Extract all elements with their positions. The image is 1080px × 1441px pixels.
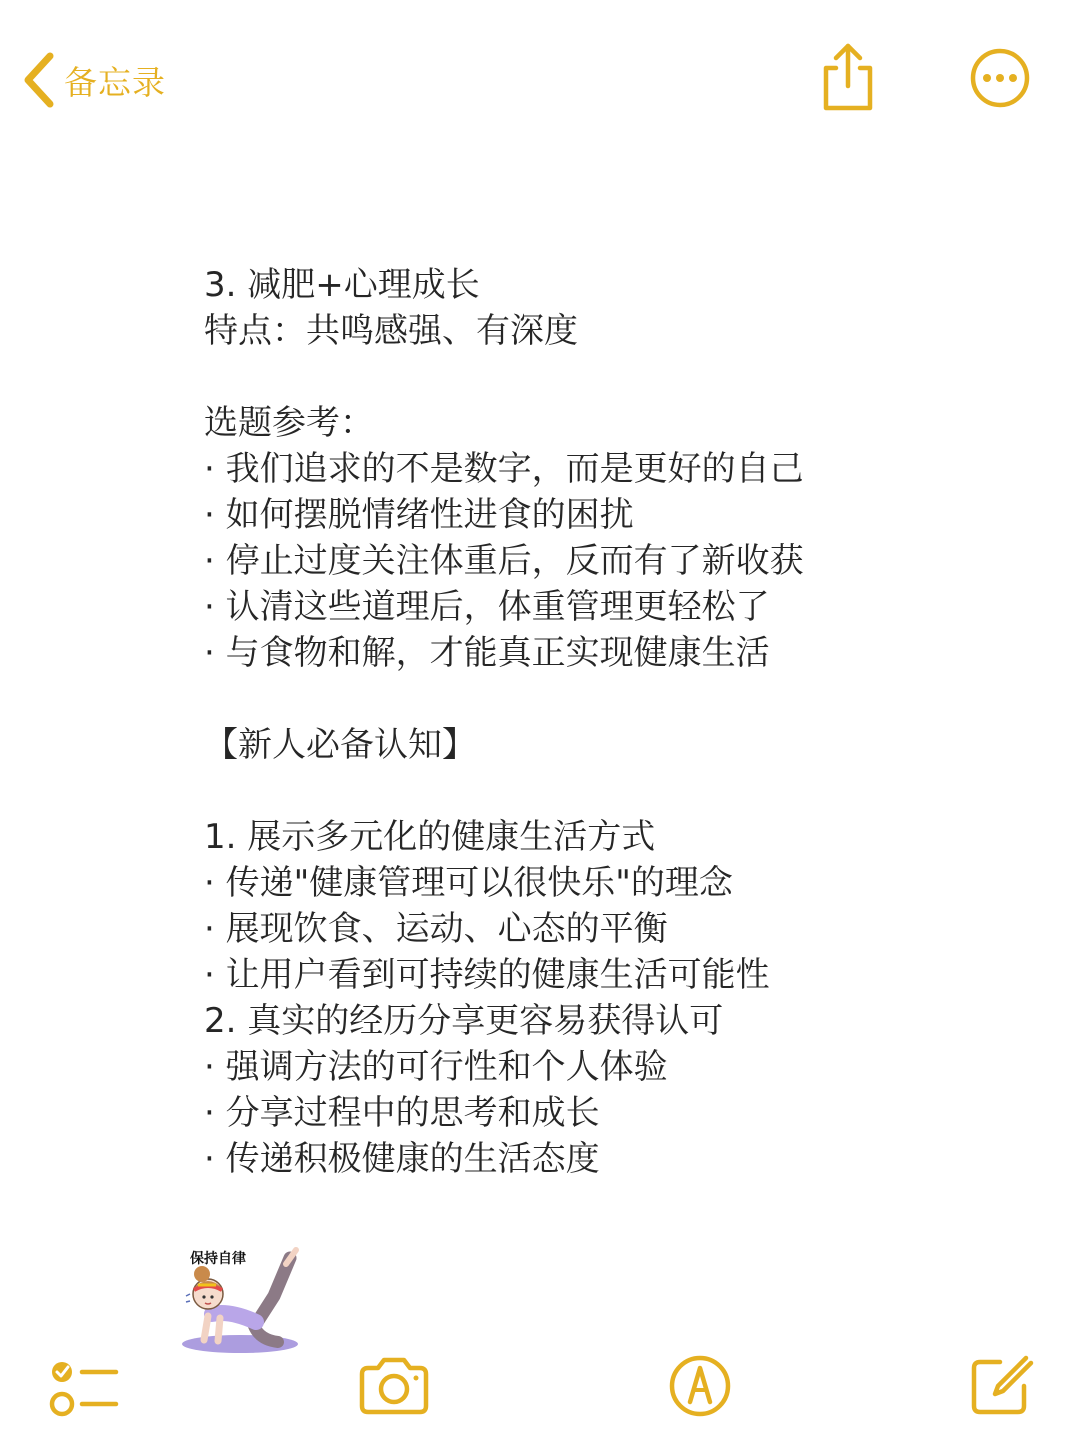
- camera-button[interactable]: [356, 1354, 432, 1418]
- note-line: [204, 768, 1024, 814]
- more-options-button[interactable]: [968, 46, 1032, 110]
- note-line: · 传递"健康管理可以很快乐"的理念: [204, 863, 733, 903]
- compose-button[interactable]: [968, 1352, 1034, 1418]
- note-line: · 与食物和解，才能真正实现健康生活: [204, 633, 770, 673]
- markup-pen-icon: [668, 1354, 732, 1418]
- note-line: · 展现饮食、运动、心态的平衡: [204, 909, 668, 949]
- note-line: [204, 354, 1024, 400]
- compose-icon: [968, 1352, 1034, 1418]
- more-options-icon: [968, 46, 1032, 110]
- markup-button[interactable]: [668, 1354, 732, 1418]
- note-line: · 停止过度关注体重后，反而有了新收获: [204, 541, 804, 581]
- back-button[interactable]: [22, 48, 166, 112]
- note-line: · 我们追求的不是数字，而是更好的自己: [204, 449, 804, 489]
- note-line: · 强调方法的可行性和个人体验: [204, 1047, 668, 1087]
- note-line: · 传递积极健康的生活态度: [204, 1139, 600, 1179]
- note-line: · 让用户看到可持续的健康生活可能性: [204, 955, 770, 995]
- note-line: 特点：共鸣感强、有深度: [204, 311, 578, 351]
- chevron-left-icon: [22, 52, 56, 108]
- sticker-caption: 保持自律: [190, 1251, 246, 1267]
- camera-icon: [356, 1354, 432, 1418]
- note-line: · 如何摆脱情绪性进食的困扰: [204, 495, 634, 535]
- note-line: 【新人必备认知】: [204, 725, 476, 765]
- note-content[interactable]: [204, 262, 1024, 1182]
- note-line: · 分享过程中的思考和成长: [204, 1093, 600, 1133]
- note-line: 选题参考：: [204, 403, 374, 443]
- note-line: 3. 减肥+心理成长: [204, 265, 480, 305]
- checklist-button[interactable]: [48, 1356, 120, 1420]
- note-line: · 认清这些道理后，体重管理更轻松了: [204, 587, 770, 627]
- share-icon: [816, 40, 880, 112]
- back-button-label: 备忘录: [64, 62, 166, 102]
- note-line: 1. 展示多元化的健康生活方式: [204, 817, 656, 857]
- bottom-toolbar: [0, 1340, 1080, 1441]
- share-button[interactable]: [816, 40, 880, 112]
- navigation-bar: [0, 0, 1080, 160]
- note-line: 2. 真实的经历分享更容易获得认可: [204, 1001, 724, 1041]
- checklist-icon: [48, 1356, 120, 1420]
- note-line: [204, 676, 1024, 722]
